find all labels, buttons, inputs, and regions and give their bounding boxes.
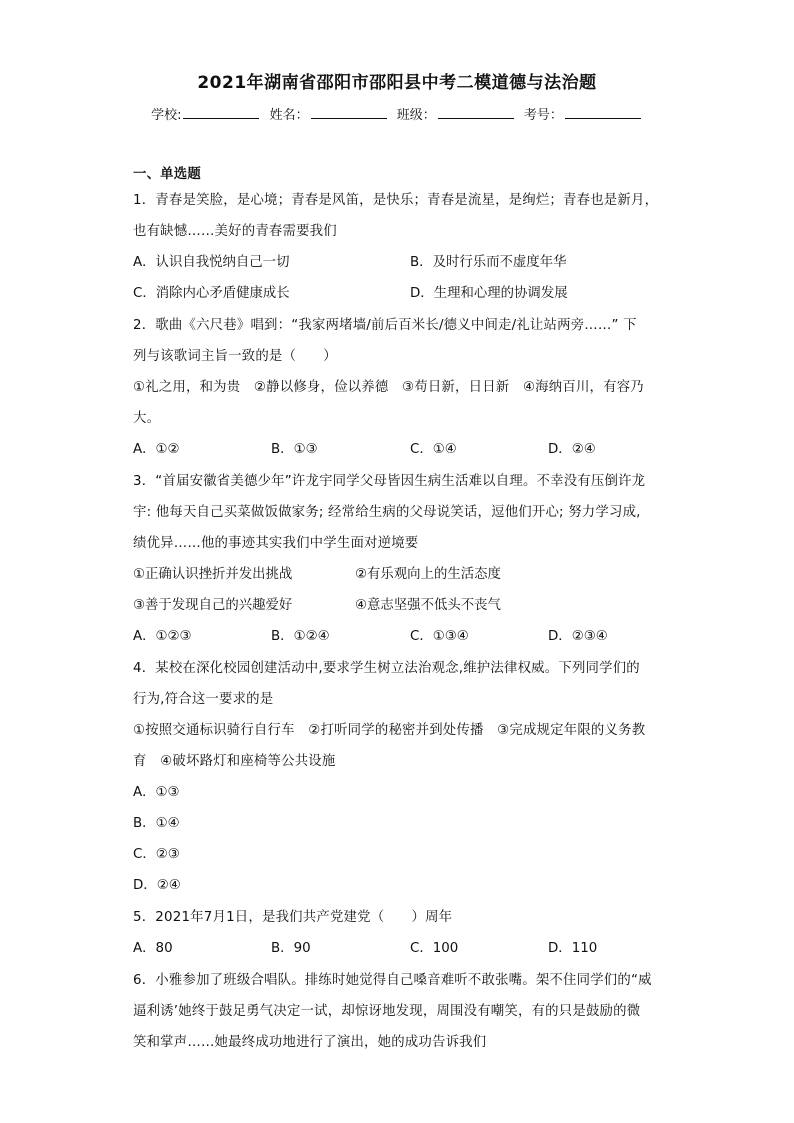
q2-option-c: C．①④	[410, 442, 457, 457]
class-label: 班级：	[396, 108, 436, 123]
q3-statement-2: ②有乐观向上的生活态度	[355, 567, 501, 582]
exam-no-label: 考号：	[523, 108, 563, 123]
q4-option-c: C．②③	[133, 847, 180, 862]
q4-option-b: B．①④	[133, 816, 180, 831]
q1-option-b: B．及时行乐而不虚度年华	[410, 255, 567, 270]
page-title: 2021年湖南省邵阳市邵阳县中考二模道德与法治题	[197, 73, 597, 93]
q3-option-a: A．①②③	[133, 629, 192, 644]
q5-stem-line1: 5．2021年7月1日，是我们共产党建党（ ）周年	[133, 910, 453, 925]
q1-option-a: A．认识自我悦纳自己一切	[133, 255, 290, 270]
section-title: 一、单选题	[133, 167, 201, 182]
q2-stem-line2: 列与该歌词主旨一致的是（ ）	[133, 349, 337, 364]
class-blank	[438, 106, 514, 119]
q4-option-a: A．①③	[133, 785, 180, 800]
q2-stem-line4: 大。	[133, 411, 161, 426]
q5-option-d: D．110	[548, 941, 598, 956]
q3-option-b: B．①②④	[271, 629, 330, 644]
q3-option-c: C．①③④	[410, 629, 469, 644]
q1-option-d: D．生理和心理的协调发展	[410, 286, 568, 301]
q5-option-c: C．100	[410, 941, 459, 956]
q3-stem-line2: 宇: 他每天自己买菜做饭做家务; 经常给生病的父母说笑话，逗他们开心; 努力学习成,	[133, 505, 641, 520]
q4-stem-line3: ①按照交通标识骑行自行车 ②打听同学的秘密并到处传播 ③完成规定年限的义务教	[133, 723, 646, 738]
q1-stem-line2: 也有缺憾……美好的青春需要我们	[133, 224, 337, 239]
school-label: 学校:	[151, 108, 182, 123]
q3-option-d: D．②③④	[548, 629, 608, 644]
q3-statement-4: ④意志坚强不低头不丧气	[355, 598, 501, 613]
q4-stem-line4: 育 ④破坏路灯和座椅等公共设施	[133, 754, 336, 769]
q6-stem-line1: 6．小雅参加了班级合唱队。排练时她觉得自己嗓音难听不敢张嘴。架不住同学们的“威	[133, 973, 652, 988]
q3-stem-line3: 绩优异……他的事迹其实我们中学生面对逆境要	[133, 536, 419, 551]
q5-option-b: B．90	[271, 941, 311, 956]
q2-stem-line1: 2．歌曲《六尺巷》唱到：“我家两堵墙/前后百米长/德义中间走/礼让站两旁……” 下	[133, 318, 637, 333]
q5-option-a: A．80	[133, 941, 173, 956]
q1-option-c: C．消除内心矛盾健康成长	[133, 286, 290, 301]
q2-stem-line3: ①礼之用，和为贵 ②静以修身，俭以养德 ③苟日新，日日新 ④海纳百川，有容乃	[133, 380, 644, 395]
student-info-row	[0, 104, 794, 123]
exam-no-blank	[565, 106, 641, 119]
q3-statement-3: ③善于发现自己的兴趣爱好	[133, 598, 293, 613]
q4-stem-line2: 行为,符合这一要求的是	[133, 692, 274, 707]
q4-option-d: D．②④	[133, 878, 181, 893]
school-blank	[183, 106, 259, 119]
q3-statement-1: ①正确认识挫折并发出挑战	[133, 567, 293, 582]
q2-option-d: D．②④	[548, 442, 596, 457]
q2-option-b: B．①③	[271, 442, 318, 457]
q4-stem-line1: 4．某校在深化校园创建活动中,要求学生树立法治观念,维护法律权威。下列同学们的	[133, 661, 640, 676]
q6-stem-line2: 逼利诱’她终于鼓足勇气决定一试，却惊讶地发现，周围没有嘲笑，有的只是鼓励的微	[133, 1004, 641, 1019]
name-label: 姓名：	[269, 108, 309, 123]
name-blank	[311, 106, 387, 119]
q6-stem-line3: 笑和掌声……她最终成功地进行了演出，她的成功告诉我们	[133, 1035, 487, 1050]
q3-stem-line1: 3．“首届安徽省美德少年”许龙宇同学父母皆因生病生活难以自理。不幸没有压倒许龙	[133, 474, 646, 489]
q2-option-a: A．①②	[133, 442, 180, 457]
q1-stem-line1: 1．青春是笑脸，是心境；青春是风笛，是快乐；青春是流星，是绚烂；青春也是新月，	[133, 193, 659, 208]
